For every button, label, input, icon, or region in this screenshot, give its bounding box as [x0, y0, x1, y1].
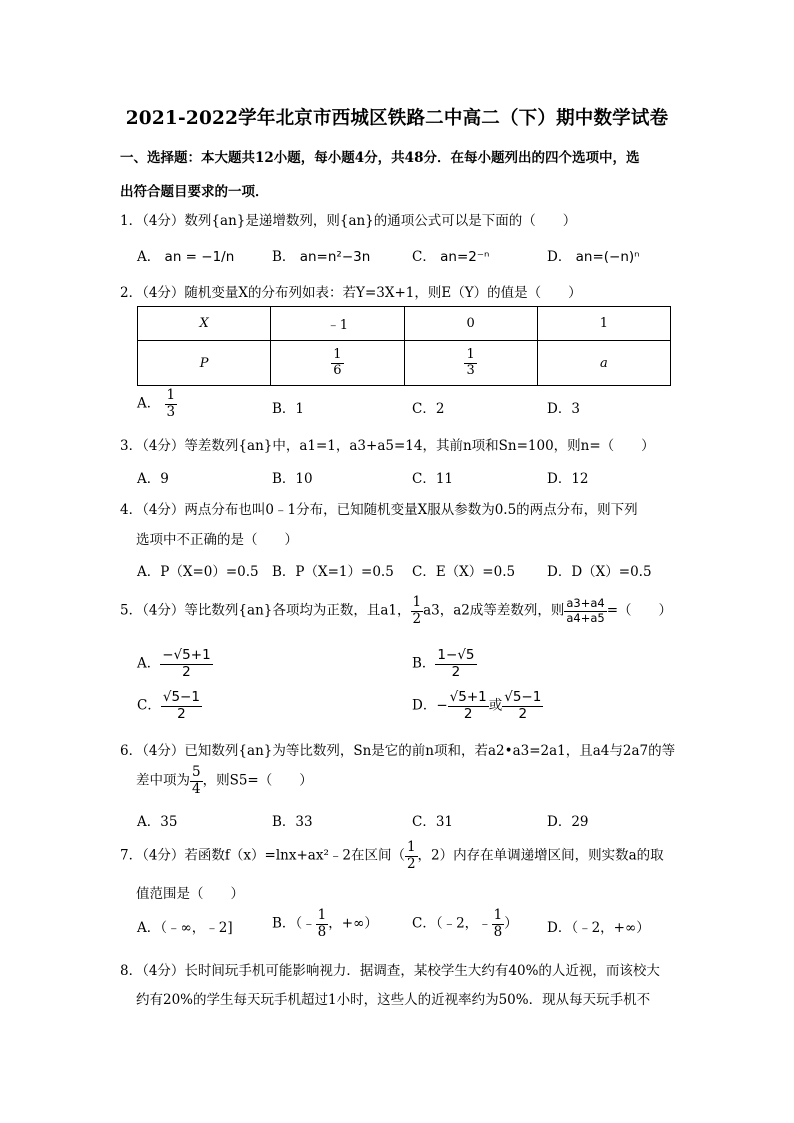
- table-cell: X: [138, 307, 271, 341]
- q1-option-a-label: A．: [137, 249, 161, 265]
- q4-option-d: D．D（X）=0.5: [547, 564, 652, 580]
- fraction: [161, 690, 202, 722]
- table-row: [138, 307, 671, 341]
- q3-option-a: A．9: [137, 471, 169, 487]
- fraction: [435, 648, 476, 680]
- section-header-line2: 出符合题目要求的一项．: [120, 184, 269, 200]
- q6-option-a: A．35: [137, 814, 178, 830]
- q5-stem-part2: a3，a2成等差数列，则: [423, 602, 565, 619]
- fraction: [502, 690, 543, 722]
- q3-option-d: D．12: [547, 471, 589, 487]
- q4-option-a: A．P（X=0）=0.5: [137, 564, 259, 580]
- fraction-num: 1: [406, 839, 416, 855]
- q7-stem-line2: 值范围是（ ）: [136, 886, 244, 902]
- q7-option-c-a: C．（﹣2，﹣: [412, 915, 492, 932]
- q7-option-a: A．（﹣∞，﹣2]: [137, 920, 233, 936]
- fraction: [160, 648, 212, 680]
- q7-option-d: D．（﹣2，+∞）: [547, 920, 650, 936]
- fraction-den: 8: [317, 923, 327, 940]
- q4-stem-line2: 选项中不正确的是（ ）: [136, 532, 298, 548]
- distribution-table: [137, 306, 671, 386]
- section-header-line1: 一、选择题：本大题共12小题，每小题4分，共48分．在每小题列出的四个选项中，选: [120, 150, 640, 166]
- fraction-den: 2: [412, 610, 422, 627]
- fraction: [165, 388, 178, 420]
- fraction-den: 6: [333, 362, 342, 378]
- q7-option-b-a: B．（﹣: [272, 915, 316, 932]
- fraction-den: 2: [406, 855, 416, 872]
- fraction-num: 1: [466, 346, 475, 362]
- fraction: [331, 348, 343, 379]
- q5-option-a-label: A．: [137, 655, 161, 672]
- q4-option-b: B．P（X=1）=0.5: [272, 564, 394, 580]
- fraction-den: 3: [466, 362, 475, 378]
- fraction: [564, 597, 606, 624]
- table-cell: P: [138, 341, 271, 386]
- fraction-den: 2: [182, 663, 191, 680]
- q7-option-b: [272, 908, 378, 940]
- q5-option-d-label: D．: [412, 697, 437, 714]
- q7-stem-line1a: 7．（4分）若函数f（x）=lnx+ax²﹣2在区间（: [120, 847, 405, 864]
- table-cell: a: [537, 341, 670, 386]
- q7-stem-line1b: ，2）内存在单调递增区间，则实数a的取: [417, 847, 664, 864]
- q1-option-d-expr: an=(−n)ⁿ: [575, 249, 640, 265]
- q2-option-a-label: A．: [137, 395, 161, 412]
- fraction-den: 2: [518, 705, 528, 722]
- fraction-den: 2: [463, 705, 473, 722]
- fraction-num: 5: [192, 764, 201, 780]
- q7-option-c: [412, 908, 518, 940]
- q3-option-c: C．11: [412, 471, 454, 487]
- fraction-num: 1: [166, 387, 176, 403]
- fraction: [190, 765, 203, 797]
- q7-option-b-b: ，+∞）: [328, 915, 378, 932]
- q1-option-c: [412, 245, 489, 265]
- q1-option-a-expr: an = −1/n: [164, 249, 235, 265]
- q2-option-b: B．1: [272, 401, 305, 417]
- fraction-den: 4: [192, 780, 201, 797]
- q6-option-b: B．33: [272, 814, 313, 830]
- q5-option-c: [137, 690, 202, 722]
- q5-stem: [120, 595, 672, 627]
- q5-option-b: [412, 648, 477, 680]
- q7-option-c-b: ）: [504, 915, 518, 932]
- q2-option-d: D．3: [547, 401, 580, 417]
- fraction: [492, 908, 505, 940]
- table-cell: [404, 341, 537, 386]
- q8-stem-line1: 8．（4分）长时间玩手机可能影响视力．据调查，某校学生大约有40%的人近视，而该校大: [120, 963, 660, 979]
- fraction-num: 1: [333, 346, 342, 362]
- fraction-num: √5−1: [162, 689, 200, 705]
- table-cell: 0: [404, 307, 537, 341]
- q7-stem-line1: [120, 840, 664, 872]
- q4-option-c: C．E（X）=0.5: [412, 564, 516, 580]
- q6-stem-line1: 6．（4分）已知数列{an}为等比数列，Sn是它的前n项和，若a2•a3=2a1，且a4与2a7的等: [120, 743, 676, 759]
- table-row: [138, 341, 671, 386]
- fraction-num: 1: [412, 594, 422, 610]
- fraction-num: −√5+1: [162, 647, 211, 663]
- q1-option-b-label: B．: [272, 249, 296, 265]
- fraction-num: √5−1: [504, 689, 542, 705]
- q5-stem-part3: =（ ）: [606, 602, 673, 619]
- q1-option-b-expr: an=n²−3n: [299, 249, 371, 265]
- q1-option-c-label: C．: [412, 249, 436, 265]
- fraction: [405, 840, 418, 872]
- fraction: [411, 595, 424, 627]
- q8-stem-line2: 约有20%的学生每天玩手机超过1小时，这些人的近视率约为50%．现从每天玩手机不: [136, 992, 651, 1008]
- q1-option-d: [547, 245, 640, 265]
- q6-option-d: D．29: [547, 814, 589, 830]
- q5-option-d: D．− $\frac{√5+1}{2}$ 或 $\frac{√5-1}{2}$: [412, 689, 542, 722]
- q6-stem-line2b: ，则S5=（ ）: [202, 772, 313, 789]
- table-cell: 1: [537, 307, 670, 341]
- q5-stem-part1: 5．（4分）等比数列{an}各项均为正数，且a1，: [120, 602, 411, 619]
- fraction-num: 1: [317, 907, 327, 923]
- fraction-num: a3+a4: [566, 596, 605, 611]
- q2-stem: 2．（4分）随机变量X的分布列如表：若Y=3X+1，则E（Y）的值是（ ）: [120, 285, 582, 301]
- q3-option-b: B．10: [272, 471, 313, 487]
- q1-option-d-label: D．: [547, 249, 572, 265]
- q6-option-c: C．31: [412, 814, 454, 830]
- q6-stem-line2: [136, 765, 313, 797]
- q5-option-c-label: C．: [137, 697, 161, 714]
- q3-stem: 3．（4分）等差数列{an}中，a1=1，a3+a5=14，其前n项和Sn=100，则n=（ ）: [120, 438, 655, 454]
- page-title: 2021-2022学年北京市西城区铁路二中高二（下）期中数学试卷: [125, 108, 669, 129]
- fraction-den: a4+a5: [566, 610, 605, 625]
- q4-stem-line1: 4．（4分）两点分布也叫0﹣1分布，已知随机变量X服从参数为0.5的两点分布，则下列: [120, 502, 638, 518]
- q6-stem-line2a: 差中项为: [136, 772, 190, 789]
- q1-option-b: [272, 245, 370, 265]
- q1-stem: 1．（4分）数列{an}是递增数列，则{an}的通项公式可以是下面的（ ）: [120, 213, 577, 229]
- fraction-num: √5+1: [449, 689, 487, 705]
- q5-option-d-or: 或: [488, 697, 503, 714]
- fraction-num: 1: [493, 907, 503, 923]
- fraction-den: 2: [451, 663, 461, 680]
- fraction: [448, 690, 489, 722]
- fraction-num: 1−√5: [437, 647, 475, 663]
- fraction-den: 3: [166, 403, 176, 420]
- q1-option-c-expr: an=2⁻ⁿ: [440, 249, 490, 265]
- fraction: [316, 908, 329, 940]
- table-cell: [271, 341, 404, 386]
- table-cell: ﹣1: [271, 307, 404, 341]
- q2-option-c: C．2: [412, 401, 445, 417]
- fraction: [464, 348, 476, 379]
- q5-option-a: [137, 648, 213, 680]
- fraction-den: 8: [493, 923, 503, 940]
- q5-option-b-label: B．: [412, 655, 436, 672]
- q2-option-a: [137, 388, 177, 420]
- fraction-den: 2: [177, 705, 186, 722]
- q1-option-a: [137, 245, 234, 265]
